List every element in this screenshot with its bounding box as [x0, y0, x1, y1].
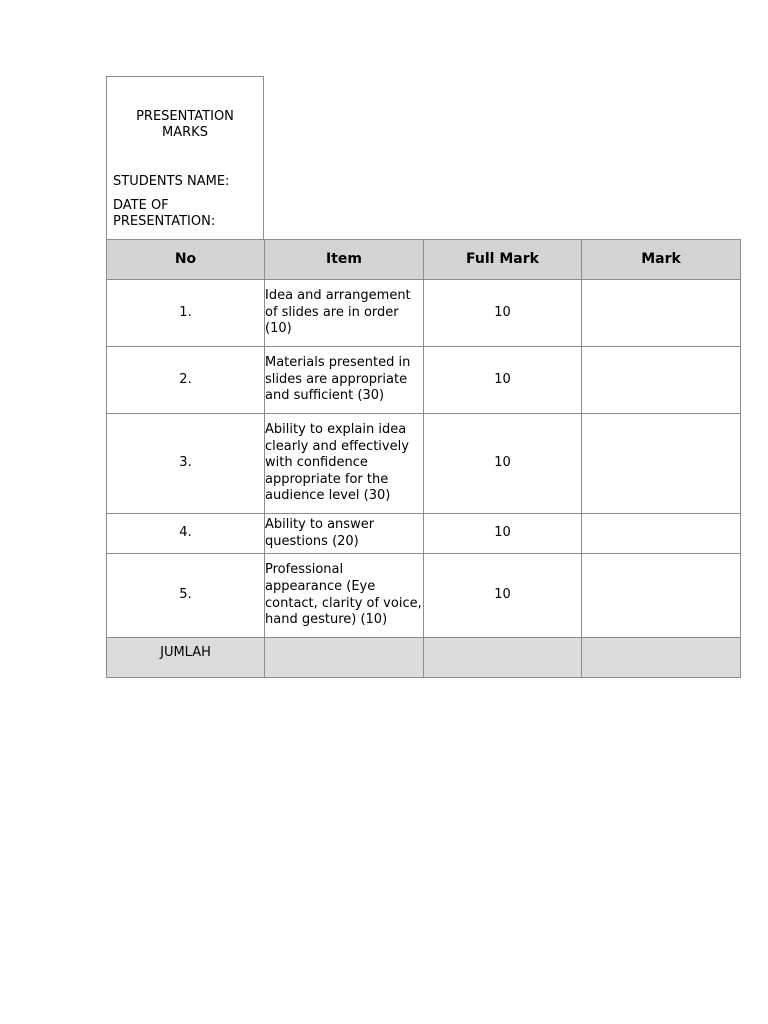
row-item: Idea and arrangement of slides are in order (10): [265, 280, 424, 347]
row-mark-cell[interactable]: [582, 280, 741, 347]
row-full-mark: 10: [424, 347, 582, 414]
header-mark: Mark: [582, 240, 741, 280]
presentation-header-box: [106, 76, 264, 239]
total-label: JUMLAH: [107, 638, 265, 678]
row-item: Materials presented in slides are appropriate and sufficient (30): [265, 347, 424, 414]
row-number: 2.: [107, 347, 265, 414]
document-title: PRESENTATION MARKS: [136, 109, 234, 140]
table-header-row: [107, 240, 741, 280]
row-full-mark: 10: [424, 514, 582, 554]
table-row: [107, 554, 741, 638]
row-number: 5.: [107, 554, 265, 638]
total-row: [107, 638, 741, 678]
table-row: [107, 347, 741, 414]
students-name-label: STUDENTS NAME:: [113, 174, 230, 189]
header-item: Item: [265, 240, 424, 280]
total-full-mark-cell: [424, 638, 582, 678]
row-mark-cell[interactable]: [582, 347, 741, 414]
table-row: [107, 414, 741, 514]
row-mark-cell[interactable]: [582, 414, 741, 514]
total-item-cell: [265, 638, 424, 678]
row-mark-cell[interactable]: [582, 514, 741, 554]
row-full-mark: 10: [424, 554, 582, 638]
marks-table: [106, 239, 741, 678]
row-mark-cell[interactable]: [582, 554, 741, 638]
row-number: 3.: [107, 414, 265, 514]
date-of-presentation-label: DATE OF PRESENTATION:: [113, 198, 216, 229]
header-no: No: [107, 240, 265, 280]
row-item: Professional appearance (Eye contact, clarity of voice, hand gesture) (10): [265, 554, 424, 638]
row-full-mark: 10: [424, 280, 582, 347]
table-row: [107, 514, 741, 554]
table-row: [107, 280, 741, 347]
row-item: Ability to answer questions (20): [265, 514, 424, 554]
row-item: Ability to explain idea clearly and effectively with confidence appropriate for the audience level (30): [265, 414, 424, 514]
row-number: 1.: [107, 280, 265, 347]
header-full-mark: Full Mark: [424, 240, 582, 280]
row-full-mark: 10: [424, 414, 582, 514]
row-number: 4.: [107, 514, 265, 554]
total-mark-cell[interactable]: [582, 638, 741, 678]
